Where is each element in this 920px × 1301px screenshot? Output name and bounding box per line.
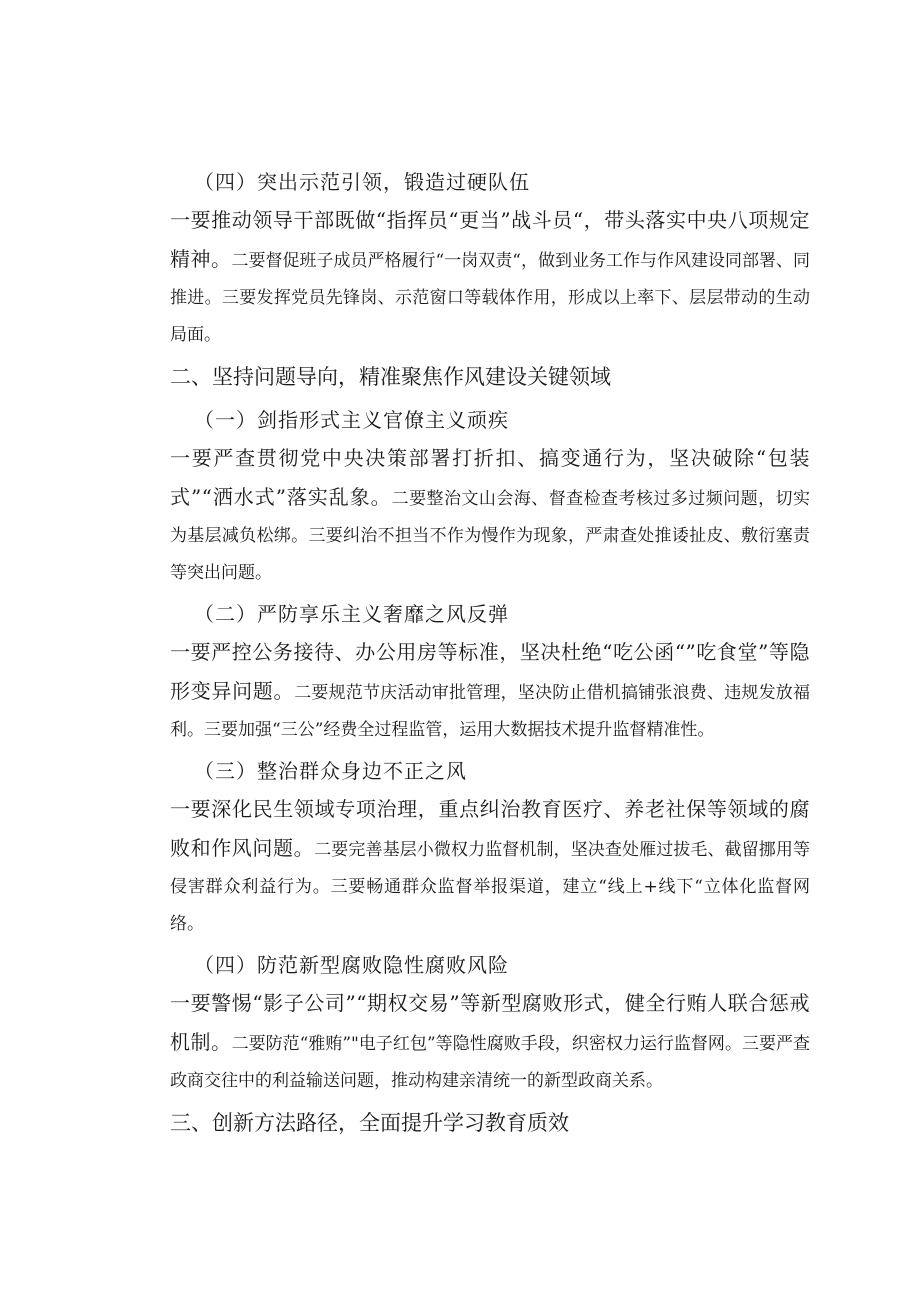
subsection-heading-3: （三）整治群众身边不正之风 <box>194 759 467 783</box>
paragraph-1-lead: 一要严查贯彻党中央决策部署打折扣、搞变通行为，坚决破除“包装式”“洒水式”落实乱象。 <box>170 446 810 509</box>
paragraph-2-lead: 一要严控公务接待、办公用房等标准，坚决杜绝“吃公函“”吃食堂”等隐形变异问题。 <box>170 640 810 703</box>
paragraph-1-body: 二要整治文山会海、督查检查考核过多过频问题，切实为基层减负松绑。三要纠治不担当不作为慢作为现象，严肃查处推诿扯皮、敷衍塞责等突出问题。 <box>170 489 810 583</box>
paragraph-3-lead: 一要深化民生领域专项治理，重点纠治教育医疗、养老社保等领域的腐败和作风问题。 <box>170 797 810 860</box>
paragraph-4a <box>170 202 810 354</box>
paragraph-2-body: 二要规范节庆活动审批管理，坚决防止借机搞铺张浪费、违规发放福利。三要加强“三公”经费全过程监管，运用大数据技术提升监督精准性。 <box>170 683 811 740</box>
subsection-heading-4a: （四）突出示范引领，锻造过硬队伍 <box>194 170 530 194</box>
section-heading-2: 二、坚持问题导向，精准聚焦作风建设关键领域 <box>170 365 611 389</box>
subsection-heading-1: （一）剑指形式主义官僚主义顽疾 <box>194 408 509 432</box>
subsection-heading-2: （二）严防享乐主义奢靡之风反弹 <box>194 602 509 626</box>
paragraph-4a-body: 二要督促班子成员严格履行“一岗双责“，做到业务工作与作风建设同部署、同推进。三要发挥党员先锋岗、示范窗口等载体作用，形成以上率下、层层带动的生动局面。 <box>170 251 810 345</box>
section-heading-3: 三、创新方法路径，全面提升学习教育质效 <box>170 1111 569 1135</box>
paragraph-4b-lead: 一要警惕“影子公司”“期权交易”等新型腐败形式，健全行贿人联合惩戒机制。 <box>170 991 810 1054</box>
paragraph-4b <box>170 985 810 1100</box>
paragraph-3-body: 二要完善基层小微权力监督机制，坚决查处雁过拔毛、截留挪用等侵害群众利益行为。三要畅通群众监督举报渠道，建立“线上+线下“立体化监督网络。 <box>170 840 811 934</box>
paragraph-4a-lead: 一要推动领导干部既做“指挥员“更当”战斗员“，带头落实中央八项规定精神。 <box>170 208 810 271</box>
paragraph-4b-body: 二要防范“雅贿”"电子红包”等隐性腐败手段，织密权力运行监督网。三要严查政商交往中的利益输送问题，推动构建亲清统一的新型政商关系。 <box>170 1034 811 1091</box>
document-page <box>170 160 810 1144</box>
subsection-heading-4b: （四）防范新型腐败隐性腐败风险 <box>194 953 509 977</box>
paragraph-3 <box>170 791 810 943</box>
paragraph-2 <box>170 634 810 749</box>
paragraph-1 <box>170 440 810 592</box>
